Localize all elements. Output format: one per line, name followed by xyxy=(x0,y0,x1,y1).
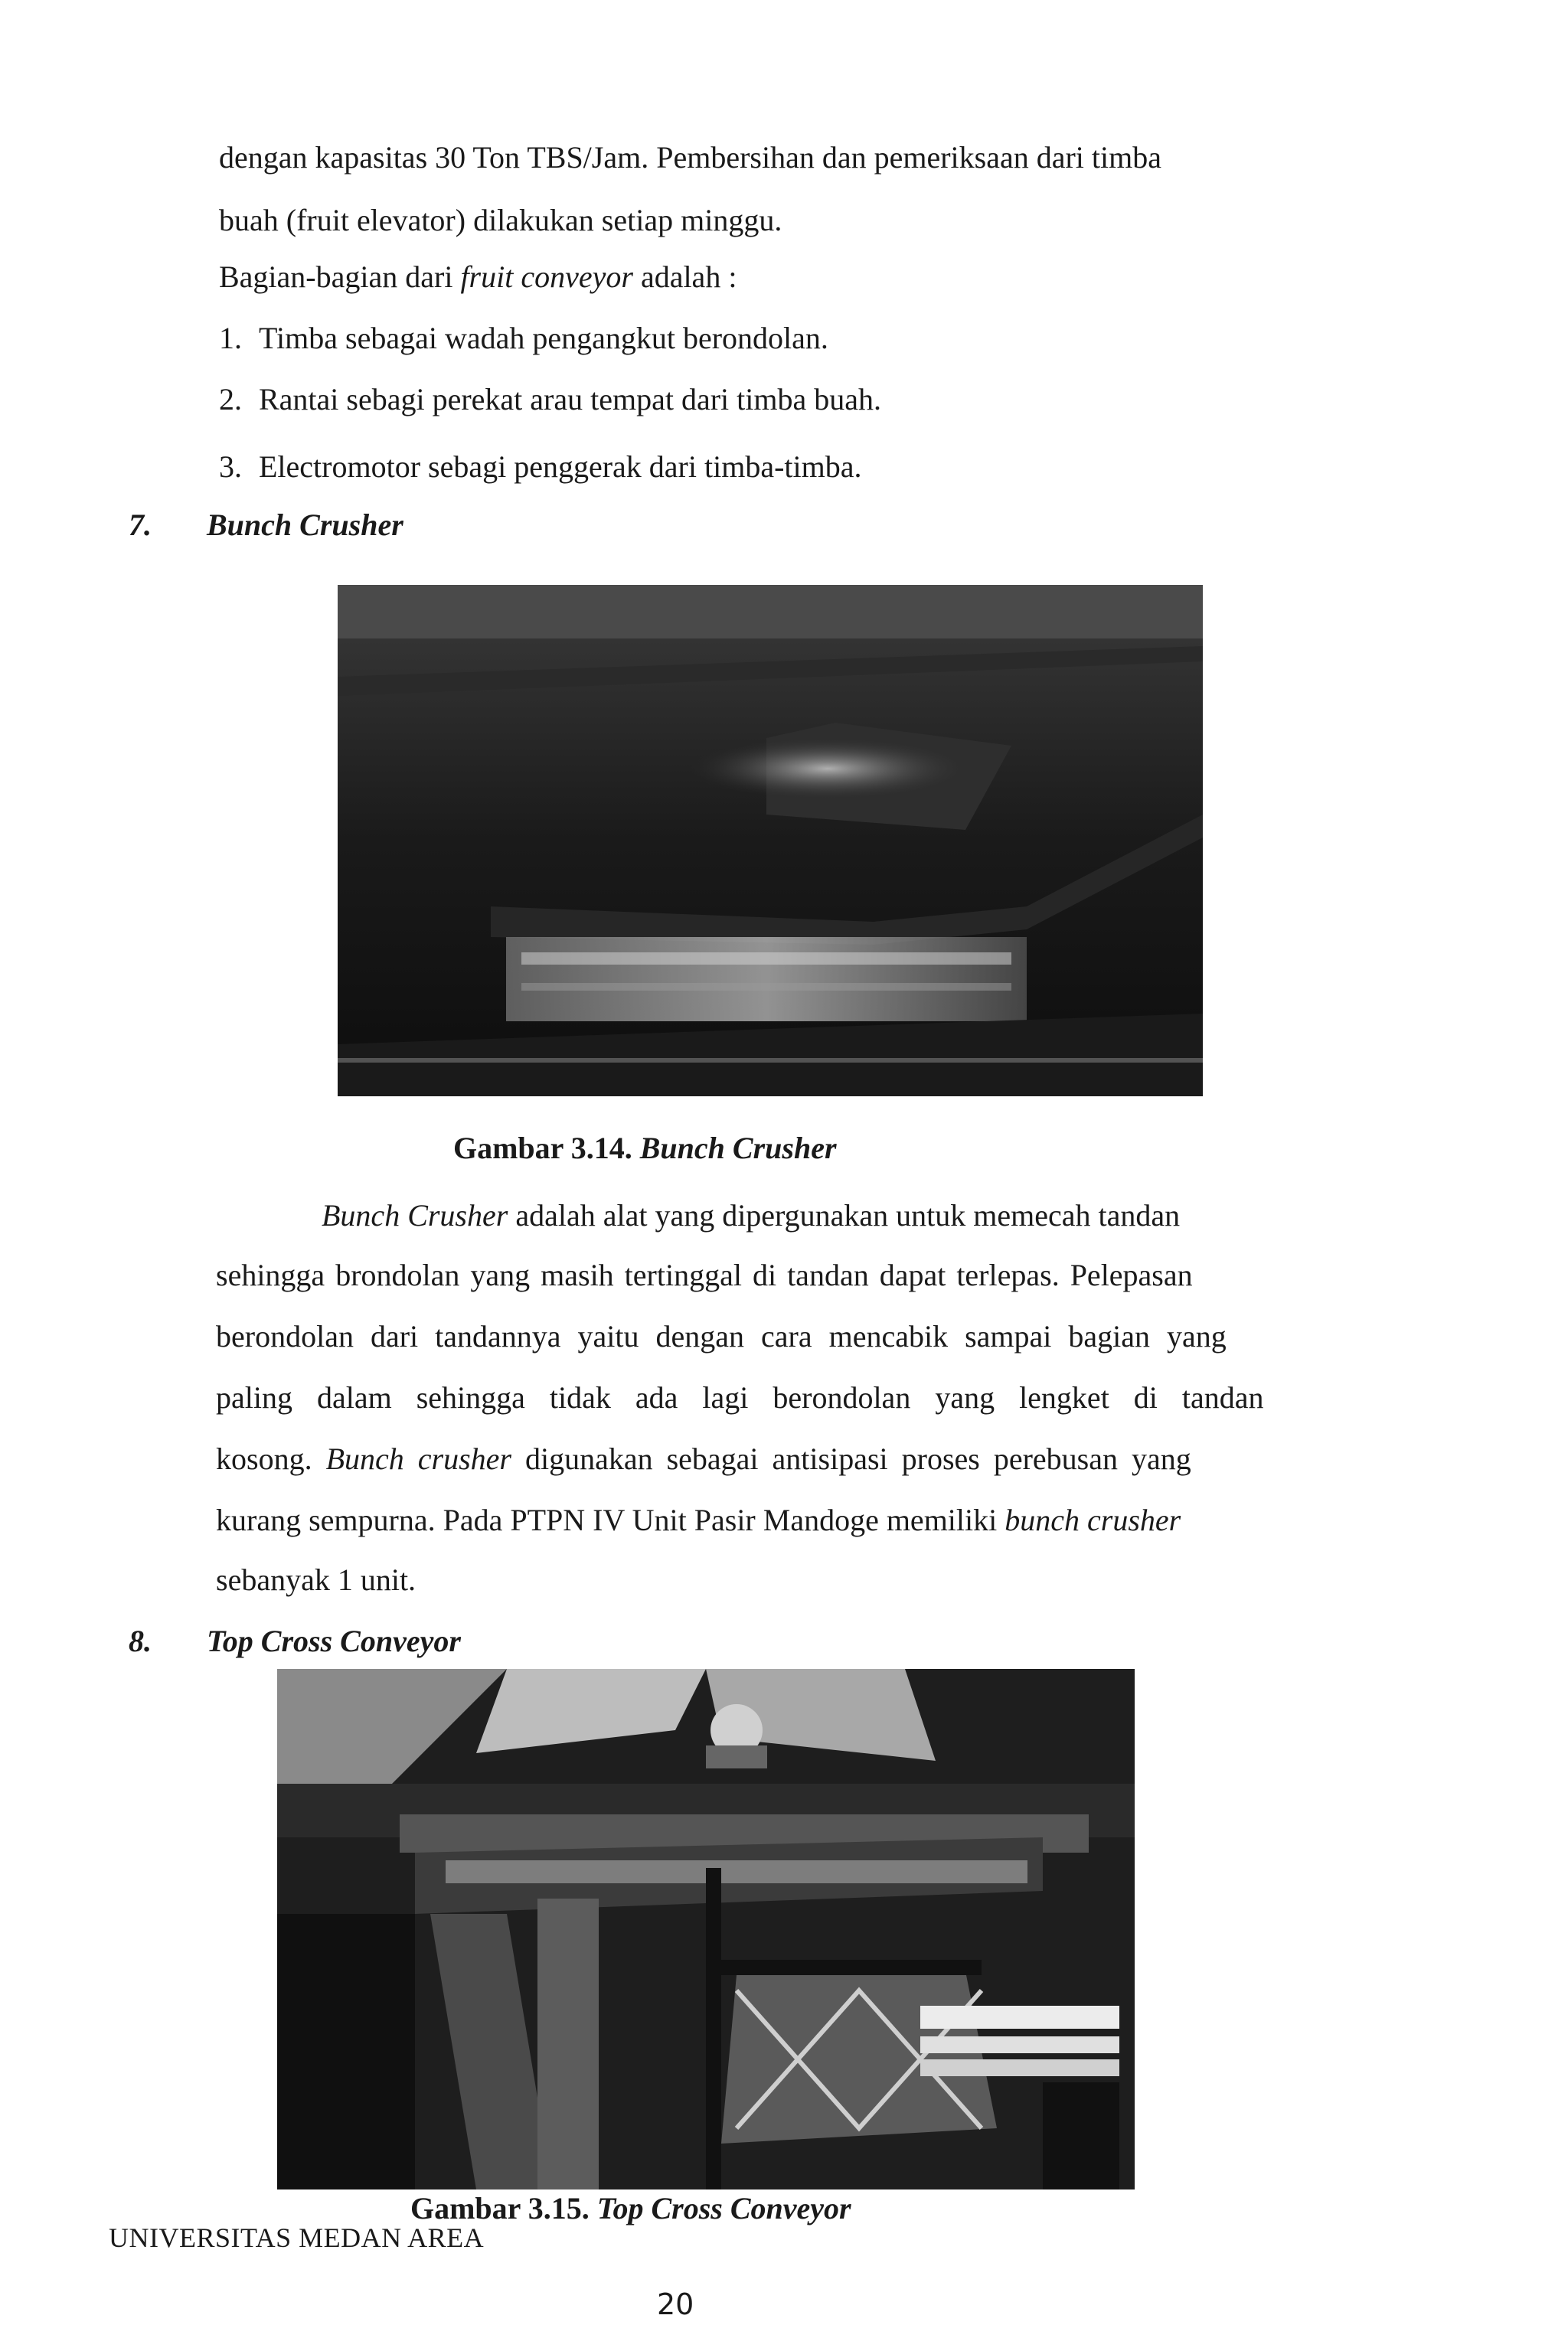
paragraph-line: dengan kapasitas 30 Ton TBS/Jam. Pembersihan dan pemeriksaan dari timba xyxy=(219,140,1162,175)
paragraph-line xyxy=(322,1200,1180,1231)
paragraph-line: berondolan dari tandannya yaitu dengan cara mencabik sampai bagian yang xyxy=(216,1319,1227,1354)
paragraph-line: sebanyak 1 unit. xyxy=(216,1563,416,1597)
list-item xyxy=(219,323,828,354)
section-number: 7. xyxy=(129,508,152,542)
paragraph-line xyxy=(216,1444,1191,1474)
bunch-crusher-photo xyxy=(338,585,1203,1096)
text-segment: digunakan sebagai antisipasi proses perebusan yang xyxy=(524,1442,1191,1476)
italic-term: bunch crusher xyxy=(1004,1503,1181,1537)
section-heading xyxy=(129,1626,461,1657)
text-segment: kurang sempurna. Pada PTPN IV Unit Pasir Mandoge memiliki xyxy=(216,1503,998,1537)
text-segment: adalah : xyxy=(640,260,737,294)
list-text: Electromotor sebagi penggerak dari timba-timba. xyxy=(259,449,862,484)
section-number: 8. xyxy=(129,1624,152,1658)
text-segment: kosong. xyxy=(216,1442,312,1476)
figure-caption xyxy=(410,2193,851,2224)
figure-caption xyxy=(453,1133,837,1164)
list-number: 3. xyxy=(219,449,242,484)
section-title: Bunch Crusher xyxy=(207,508,403,542)
figure-label: Gambar 3.14. xyxy=(453,1131,632,1165)
list-item xyxy=(219,449,862,484)
paragraph-line xyxy=(216,1505,1181,1536)
top-cross-conveyor-photo xyxy=(277,1669,1135,2189)
paragraph-line: buah (fruit elevator) dilakukan setiap minggu. xyxy=(219,203,782,237)
university-footer: UNIVERSITAS MEDAN AREA xyxy=(109,2222,485,2253)
list-text: Timba sebagai wadah pengangkut berondolan. xyxy=(259,321,828,355)
page-number: 20 xyxy=(657,2287,694,2321)
paragraph-line: paling dalam sehingga tidak ada lagi berondolan yang lengket di tandan xyxy=(216,1380,1264,1415)
section-heading xyxy=(129,510,403,540)
paragraph-line: sehingga brondolan yang masih tertinggal di tandan dapat terlepas. Pelepasan xyxy=(216,1258,1193,1292)
text-segment: adalah alat yang dipergunakan untuk memecah tandan xyxy=(515,1198,1181,1233)
figure-title: Top Cross Conveyor xyxy=(596,2191,851,2225)
section-title: Top Cross Conveyor xyxy=(207,1624,461,1658)
figure-title: Bunch Crusher xyxy=(639,1131,837,1165)
list-number: 2. xyxy=(219,382,242,416)
italic-term: fruit conveyor xyxy=(460,260,633,294)
text-segment: Bagian-bagian dari xyxy=(219,260,453,294)
figure-label: Gambar 3.15. xyxy=(410,2191,590,2225)
list-item xyxy=(219,384,881,415)
italic-term: Bunch Crusher xyxy=(322,1198,508,1233)
italic-term: Bunch crusher xyxy=(325,1442,511,1476)
paragraph-line xyxy=(219,262,737,292)
list-text: Rantai sebagi perekat arau tempat dari timba buah. xyxy=(259,382,882,416)
list-number: 1. xyxy=(219,321,242,355)
